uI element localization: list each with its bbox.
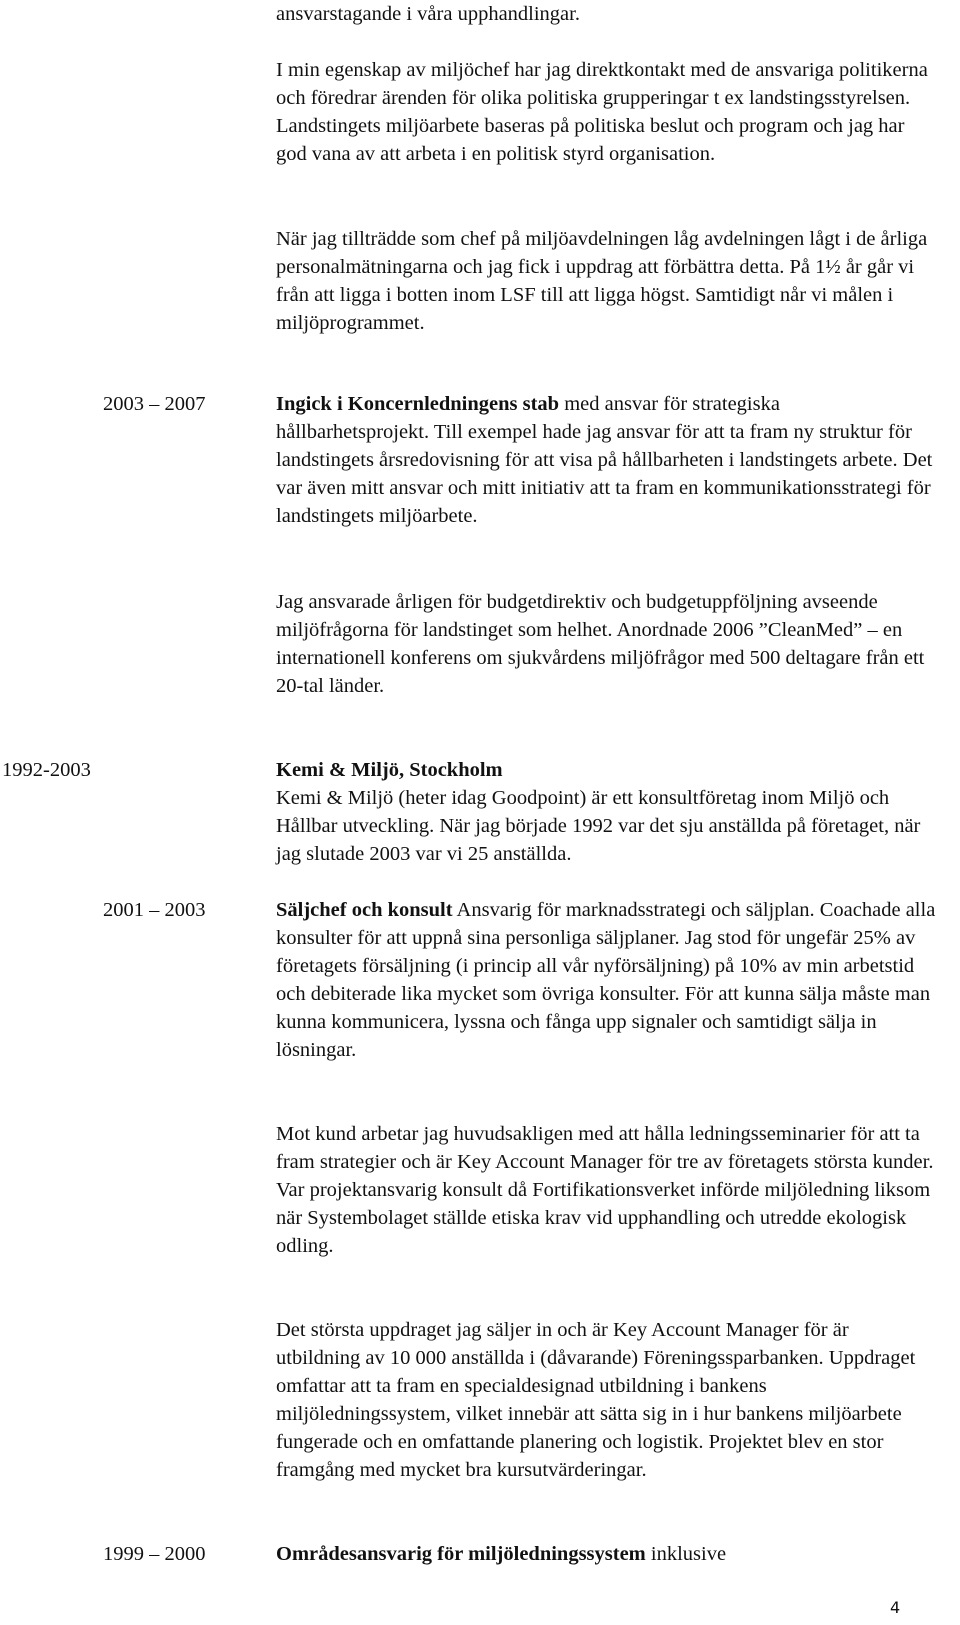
entry-description: inklusive <box>645 1543 727 1565</box>
paragraph-text <box>276 896 936 1064</box>
intro-continuation: ansvarstagande i våra upphandlingar. <box>276 3 580 25</box>
entry-1992 <box>276 756 936 868</box>
entry-title <box>276 756 936 784</box>
paragraph-text: I min egenskap av miljöchef har jag direktkontakt med de ansvariga politikerna och föredrar ärenden för olika politiska grupperingar t ex landstingsstyrelsen. Landstingets miljöarbete baseras på politiska beslut och program och jag har god vana av att arbeta i en politisk styrd organisation. <box>276 59 928 165</box>
entry-title: Områdesansvarig för miljöledningssystem <box>276 1543 646 1565</box>
entry-1999 <box>276 1540 936 1568</box>
paragraph-text: Det största uppdraget jag säljer in och är Key Account Manager för är utbildning av 10 000 anställda i (dåvarande) Föreningssparbanken. Uppdraget omfattar att ta fram en specialdesignad utbildning i bankens miljöledningssystem, vilket innebär att sätta sig in i hur bankens miljöarbete fungerade och en omfattande planering och logistik. Projektet blev en stor framgång med mycket bra kursutvärderingar. <box>276 1319 916 1481</box>
entry-date-1999: 1999 – 2000 <box>103 1543 206 1565</box>
entry-2001-paragraph-1 <box>276 896 936 1064</box>
company-name: Kemi & Miljö, Stockholm <box>276 759 503 781</box>
intro-line <box>276 0 936 28</box>
paragraph-text: Jag ansvarade årligen för budgetdirektiv och budgetuppföljning avseende miljöfrågorna för landstinget som helhet. Anordnade 2006 ”CleanMed” – en internationell konferens om sjukvårdens miljöfrågor med 500 deltagare från ett 20-tal länder. <box>276 591 925 697</box>
entry-date-1992: 1992-2003 <box>2 759 91 781</box>
entry-2001-paragraph-3 <box>276 1316 936 1484</box>
paragraph-text: Mot kund arbetar jag huvudsakligen med att hålla ledningsseminarier för att ta fram strategier och är Key Account Manager för tre av företagets största kunder. Var projektansvarig konsult då Fortifikationsverket införde miljöledning liksom när Systembolaget ställde etiska krav vid upphandling och utredde ekologisk odling. <box>276 1123 934 1257</box>
entry-2001-paragraph-2 <box>276 1120 936 1260</box>
page-number: 4 <box>890 1598 901 1617</box>
entry-2003-paragraph-1 <box>276 390 936 530</box>
paragraph-text <box>276 390 936 530</box>
paragraph-text: Kemi & Miljö (heter idag Goodpoint) är ett konsultföretag inom Miljö och Hållbar utveckling. När jag började 1992 var det sju anställda på företaget, när jag slutade 2003 var vi 25 anställda. <box>276 787 921 865</box>
entry-2003-paragraph-2 <box>276 588 936 700</box>
entry-title: Säljchef och konsult <box>276 899 453 921</box>
paragraph-text <box>276 1540 936 1568</box>
entry-date-2001: 2001 – 2003 <box>103 899 206 921</box>
intro-paragraph-1 <box>276 56 936 168</box>
paragraph-text: När jag tillträdde som chef på miljöavdelningen låg avdelningen lågt i de årliga personalmätningarna och jag fick i uppdrag att förbättra detta. På 1½ år går vi från att ligga i botten inom LSF till att ligga högst. Samtidigt når vi målen i miljöprogrammet. <box>276 228 928 334</box>
entry-description: Ansvarig för marknadsstrategi och säljplan. Coachade alla konsulter för att uppnå sina personliga säljplaner. Jag stod för ungefär 25% av företagets försäljning (i princip all vår nyförsäljning) på 10% av min arbetstid och debiterade lika mycket som övriga konsulter. För att kunna sälja måste man kunna kommunicera, lyssna och fånga upp signaler och samtidigt sälja in lösningar. <box>276 899 936 1061</box>
entry-description: med ansvar för strategiska hållbarhetsprojekt. Till exempel hade jag ansvar för att ta fram ny struktur för landstingets årsredovisning för att visa på hållbarheten i landstingets arbete. Det var även mitt ansvar och mitt initiativ att ta fram en kommunikationsstrategi för landstingets miljöarbete. <box>276 393 933 527</box>
entry-title: Ingick i Koncernledningens stab <box>276 393 560 415</box>
intro-paragraph-2 <box>276 225 936 337</box>
entry-date-2003: 2003 – 2007 <box>103 393 206 415</box>
